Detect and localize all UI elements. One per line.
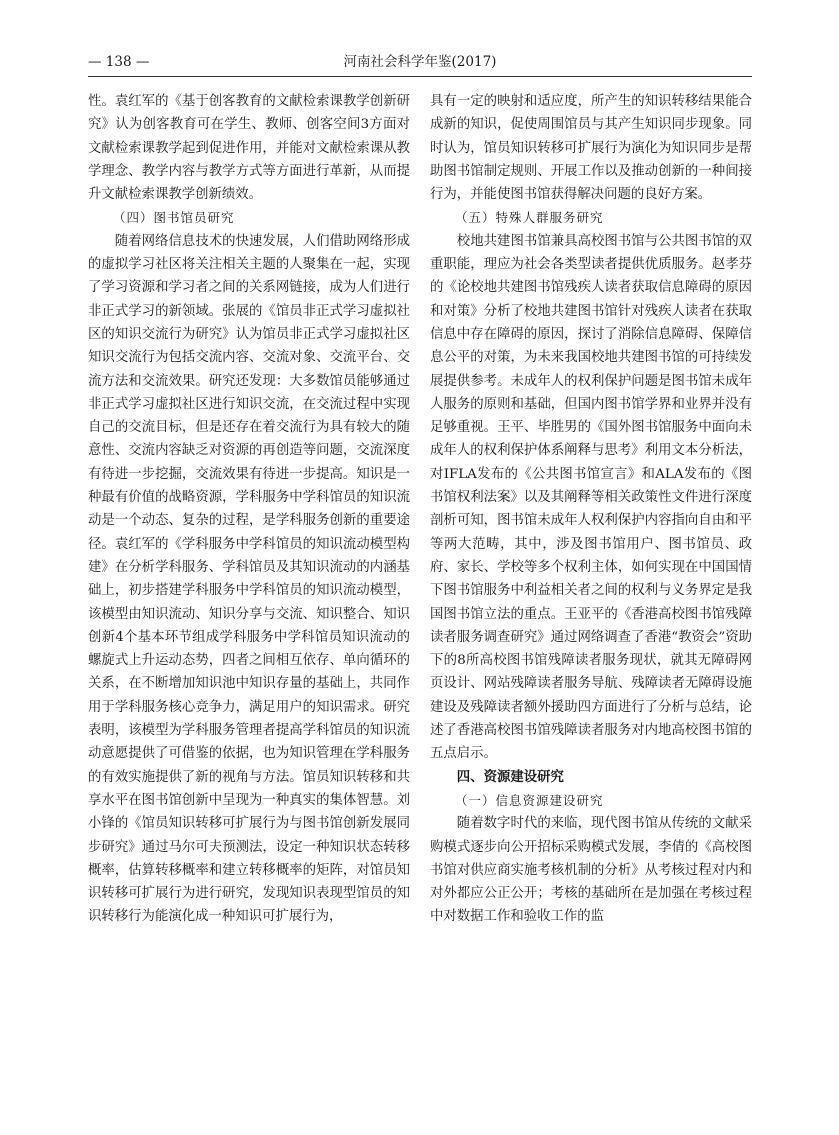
paragraph: 校地共建图书馆兼具高校图书馆与公共图书馆的双重职能，理应为社会各类型读者提供优质服务。赵孝芬的《论校地共建图书馆残疾人读者获取信息障碍的原因和对策》分析了校地共建图书馆针对残疾人读者在获取信息中存在障碍的原因，探讨了消除信息障碍、保障信息公平的对策，为未来我国校地共建图书馆的可持续发展提供参考。未成年人的权利保护问题是图书馆未成年人服务的原则和基础，但国内图书馆学界和业界并没有足够重视。王平、毕胜男的《国外图书馆服务中面向未成年人的权利保护体系阐释与思考》利用文本分析法，对IFLA发布的《公共图书馆宣言》和ALA发布的《图书馆权利法案》以及其阐释等相关政策性文件进行深度剖析可知，图书馆未成年人权利保护内容指向自由和平等两大范畴，其中，涉及图书馆用户、图书馆员、政府、家长、学校等多个权利主体，如何实现在中国国情下图书馆服务中利益相关者之间的权利与义务界定是我国图书馆立法的重点。王亚平的《香港高校图书馆残障读者服务调查研究》通过网络调查了香港“教资会”资助下的8所高校图书馆残障读者服务现状，就其无障碍网页设计、网站残障读者服务导航、残障读者无障碍设施建设及残障读者额外援助四方面进行了分析与总结，论述了香港高校图书馆残障读者服务对内地高校图书馆的五点启示。	[430, 233, 752, 762]
subsection-heading-info-resources: （一）信息资源建设研究	[455, 792, 604, 808]
paragraph-continued: 具有一定的映射和适应度，所产生的知识转移结果能合成新的知识，促使周围馆员与其产生知识同步现象。同时认为，馆员知识转移可扩展行为演化为知识同步是帮助图书馆制定规则、开展工作以及推动创新的一种间接行为，并能使图书馆获得解决问题的良好方案。	[430, 94, 752, 203]
subsection-heading-special-groups: （五）特殊人群服务研究	[455, 210, 604, 226]
subsection-heading-librarian: （四）图书馆员研究	[113, 210, 235, 226]
right-column	[430, 90, 752, 929]
journal-title: 河南社会科学年鉴(2017)	[343, 54, 497, 70]
page-number: — 138 —	[88, 54, 150, 70]
page-header	[88, 50, 752, 74]
paragraph: 随着数字时代的来临，现代图书馆从传统的文献采购模式逐步向公开招标采购模式发展，李倩的《高校图书馆对供应商实施考核机制的分析》从考核过程对内和对外都应公正公开；考核的基础所在是加强在考核过程中对数据工作和验收工作的监	[430, 816, 752, 925]
paragraph-continued: 性。袁红军的《基于创客教育的文献检索课教学创新研究》认为创客教育可在学生、教师、创客空间3方面对文献检索课教学起到促进作用，并能对文献检索课从教学理念、教学内容与教学方式等方面进行革新，从而提升文献检索课教学创新绩效。	[88, 94, 410, 203]
left-column	[88, 90, 410, 929]
paragraph: 随着网络信息技术的快速发展，人们借助网络形成的虚拟学习社区将关注相关主题的人聚集在一起，实现了学习资源和学习者之间的关系网链接，成为人们进行非正式学习的新领域。张展的《馆员非正式学习虚拟社区的知识交流行为研究》认为馆员非正式学习虚拟社区知识交流行为包括交流内容、交流对象、交流平台、交流方法和交流效果。研究还发现：大多数馆员能够通过非正式学习虚拟社区进行知识交流，在交流过程中实现自己的交流目标，但是还存在着交流行为具有较大的随意性、交流内容缺乏对资源的再创造等问题，交流深度有待进一步挖掘，交流效果有待进一步提高。知识是一种最有价值的战略资源，学科服务中学科馆员的知识流动是一个动态、复杂的过程，是学科服务创新的重要途径。袁红军的《学科服务中学科馆员的知识流动模型构建》在分析学科服务、学科馆员及其知识流动的内涵基础上，初步搭建学科服务中学科馆员的知识流动模型，该模型由知识流动、知识分享与交流、知识整合、知识创新4个基本环节组成学科服务中学科馆员知识流动的螺旋式上升运动态势，四者之间相互依存、单向循环的关系，在不断增加知识池中知识存量的基础上，共同作用于学科服务核心竞争力，满足用户的知识需求。研究表明，该模型为学科服务管理者提高学科馆员的知识流动意愿提供了可借鉴的依据，也为知识管理在学科服务的有效实施提供了新的视角与方法。馆员知识转移和共享水平在图书馆创新中呈现为一种真实的集体智慧。刘小锋的《馆员知识转移可扩展行为与图书馆创新发展同步研究》通过马尔可夫预测法，设定一种知识状态转移概率，估算转移概率和建立转移概率的矩阵，对馆员知识转移可扩展行为进行研究，发现知识表现型馆员的知识转移行为能演化成一种知识可扩展行为，	[88, 233, 410, 925]
header-rule	[88, 76, 752, 77]
section-heading-resource-building: 四、资源建设研究	[456, 769, 564, 785]
